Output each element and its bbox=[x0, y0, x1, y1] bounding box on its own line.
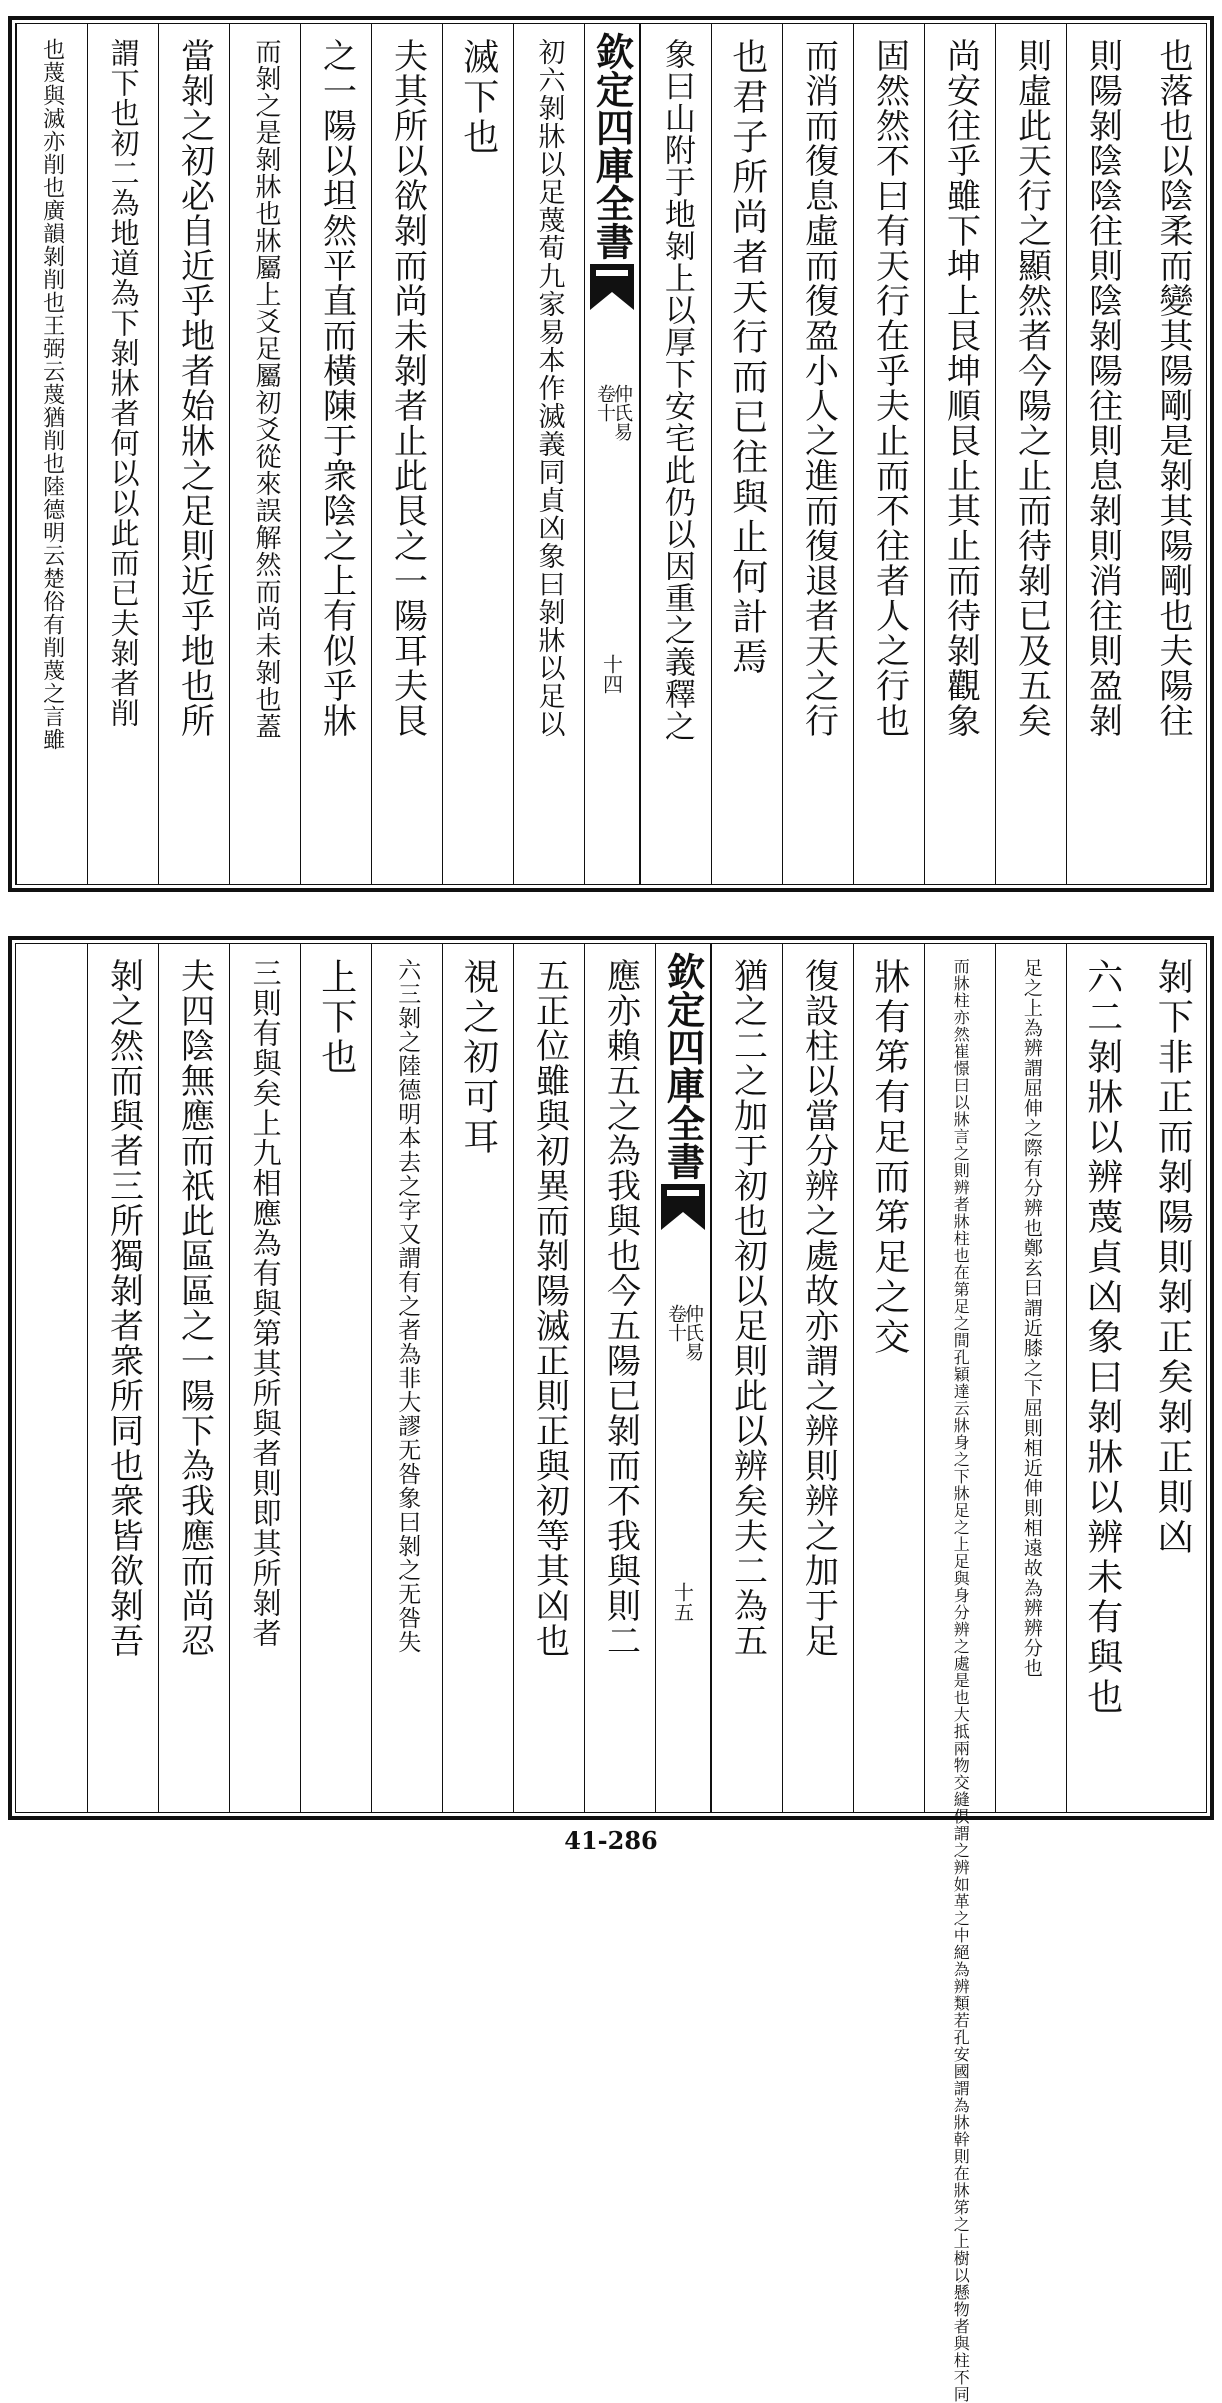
text-column bbox=[513, 944, 584, 1812]
column-text: 之一陽以坦然平直而橫陳于衆陰之上有似乎牀 bbox=[316, 38, 357, 738]
column-text: 謂下也初二為地道為下剝牀者何以以此而已夫剝者削 bbox=[106, 38, 141, 728]
column-text: 初六剝牀以足蔑荀九家易本作滅義同貞凶象曰剝牀以足以 bbox=[533, 38, 565, 738]
text-column bbox=[853, 24, 924, 884]
text-column bbox=[16, 24, 87, 884]
text-column bbox=[371, 944, 442, 1812]
text-column bbox=[158, 24, 229, 884]
collection-title: 欽定四庫全書 bbox=[589, 32, 635, 260]
column-text: 五正位雖與初異而剝陽滅正則正與初等其凶也 bbox=[529, 958, 570, 1658]
text-column bbox=[1066, 24, 1137, 884]
column-text: 也蔑與滅亦削也廣韻剝削也王弼云蔑猶削也陸德明云楚俗有削蔑之言雖 bbox=[39, 38, 65, 751]
text-column bbox=[995, 944, 1066, 1812]
column-text: 當剝之初必自近乎地者始牀之足則近乎地也所 bbox=[174, 38, 215, 738]
text-column bbox=[1137, 944, 1208, 1812]
column-text: 猶之二之加于初也初以足則此以辨矣夫二為五 bbox=[727, 958, 768, 1658]
text-column bbox=[640, 24, 711, 884]
column-text: 則虛此天行之顯然者今陽之止而待剝已及五矣 bbox=[1011, 38, 1052, 738]
column-text: 滅下也 bbox=[457, 38, 499, 158]
text-column bbox=[584, 944, 655, 1812]
fishtail-mark-icon bbox=[661, 1184, 705, 1230]
text-column bbox=[300, 944, 371, 1812]
column-text: 而剝之是剝牀也牀屬上爻足屬初爻從來誤解然而尚未剝也蓋 bbox=[250, 38, 281, 740]
column-text: 則陽剝陰陰往則陰剝陽往則息剝則消往則盈剝 bbox=[1082, 38, 1123, 738]
text-column bbox=[782, 944, 853, 1812]
column-text: 三則有與矣上九相應為有與第其所與者則即其所剝者 bbox=[248, 958, 283, 1648]
text-column bbox=[229, 24, 300, 884]
column-text: 固然然不曰有天行在乎夫止而不往者人之行也 bbox=[869, 38, 910, 738]
column-text: 視之初可耳 bbox=[457, 958, 499, 1158]
text-column bbox=[711, 24, 782, 884]
column-text: 六二剝牀以辨蔑貞凶象曰剝牀以辨未有與也 bbox=[1081, 958, 1123, 1718]
text-column bbox=[782, 24, 853, 884]
text-column bbox=[853, 944, 924, 1812]
text-column bbox=[924, 24, 995, 884]
top-text-panel bbox=[8, 16, 1214, 892]
fishtail-mark-icon bbox=[590, 264, 634, 310]
column-text: 象曰山附于地剝上以厚下安宅此仍以因重之義釋之 bbox=[658, 38, 695, 742]
text-column bbox=[158, 944, 229, 1812]
column-text: 也君子所尚者天行而已往與止何計焉 bbox=[726, 38, 768, 678]
column-text: 夫其所以欲剝而尚未剝者止此艮之一陽耳夫艮 bbox=[387, 38, 428, 738]
text-column bbox=[87, 24, 158, 884]
collection-title: 欽定四庫全書 bbox=[660, 952, 706, 1180]
text-column bbox=[300, 24, 371, 884]
column-text: 復設柱以當分辨之處故亦謂之辨則辨之加于足 bbox=[798, 958, 839, 1658]
page-number: 41-286 bbox=[564, 1826, 658, 1855]
column-text: 足之上為辨謂屈伸之際有分辨也鄭玄曰謂近膝之下屈則相近伸則相遠故為辨辨分也 bbox=[1020, 958, 1043, 1678]
column-text: 六三剝之陸德明本去之字又謂有之者為非大謬无咎象曰剝之无咎失 bbox=[394, 958, 421, 1654]
text-column bbox=[442, 24, 513, 884]
text-column bbox=[371, 24, 442, 884]
juan-number: 卷十 bbox=[665, 1304, 687, 1342]
text-column bbox=[87, 944, 158, 1812]
folio-number: 十五 bbox=[670, 1582, 695, 1622]
text-column bbox=[711, 944, 782, 1812]
text-column bbox=[924, 944, 995, 2403]
column-text: 上下也 bbox=[315, 958, 357, 1078]
folio-number: 十四 bbox=[599, 654, 624, 694]
text-column bbox=[1137, 24, 1208, 884]
text-column bbox=[513, 24, 584, 884]
page-ear-column bbox=[584, 24, 640, 884]
book-name: 仲氏易 bbox=[682, 1304, 704, 1361]
book-name: 仲氏易 bbox=[611, 384, 633, 441]
text-column bbox=[1066, 944, 1137, 1812]
page-ear-column bbox=[655, 944, 711, 1812]
text-column bbox=[229, 944, 300, 1812]
column-text: 剝下非正而剝陽則剝正矣剝正則凶 bbox=[1152, 958, 1194, 1558]
text-column bbox=[442, 944, 513, 1812]
column-text: 而牀柱亦然崔憬曰以牀言之則辨者牀柱也在第足之間孔穎達云牀身之下牀足之上足與身分辨之處是也大抵兩物交縫俱謂之辨如革之中絕為辨類若孔安國謂為牀幹則在牀笫之上樹以懸物者與柱不同 bbox=[951, 958, 971, 2403]
column-text: 應亦賴五之為我與也今五陽已剝而不我與則二 bbox=[600, 958, 641, 1658]
column-text: 夫四陰無應而祇此區區之一陽下為我應而尚忍 bbox=[174, 958, 215, 1658]
column-text: 牀有笫有足而笫足之交 bbox=[868, 958, 910, 1358]
column-text: 而消而復息虛而復盈小人之進而復退者天之行 bbox=[798, 38, 839, 738]
text-column bbox=[995, 24, 1066, 884]
juan-number: 卷十 bbox=[594, 384, 616, 422]
column-text: 也落也以陰柔而變其陽剛是剝其陽剛也夫陽往 bbox=[1153, 38, 1194, 738]
column-text: 尚安往乎雖下坤上艮坤順艮止其止而待剝觀象 bbox=[940, 38, 981, 738]
column-text: 剝之然而與者三所獨剝者衆所同也衆皆欲剝吾 bbox=[103, 958, 144, 1658]
